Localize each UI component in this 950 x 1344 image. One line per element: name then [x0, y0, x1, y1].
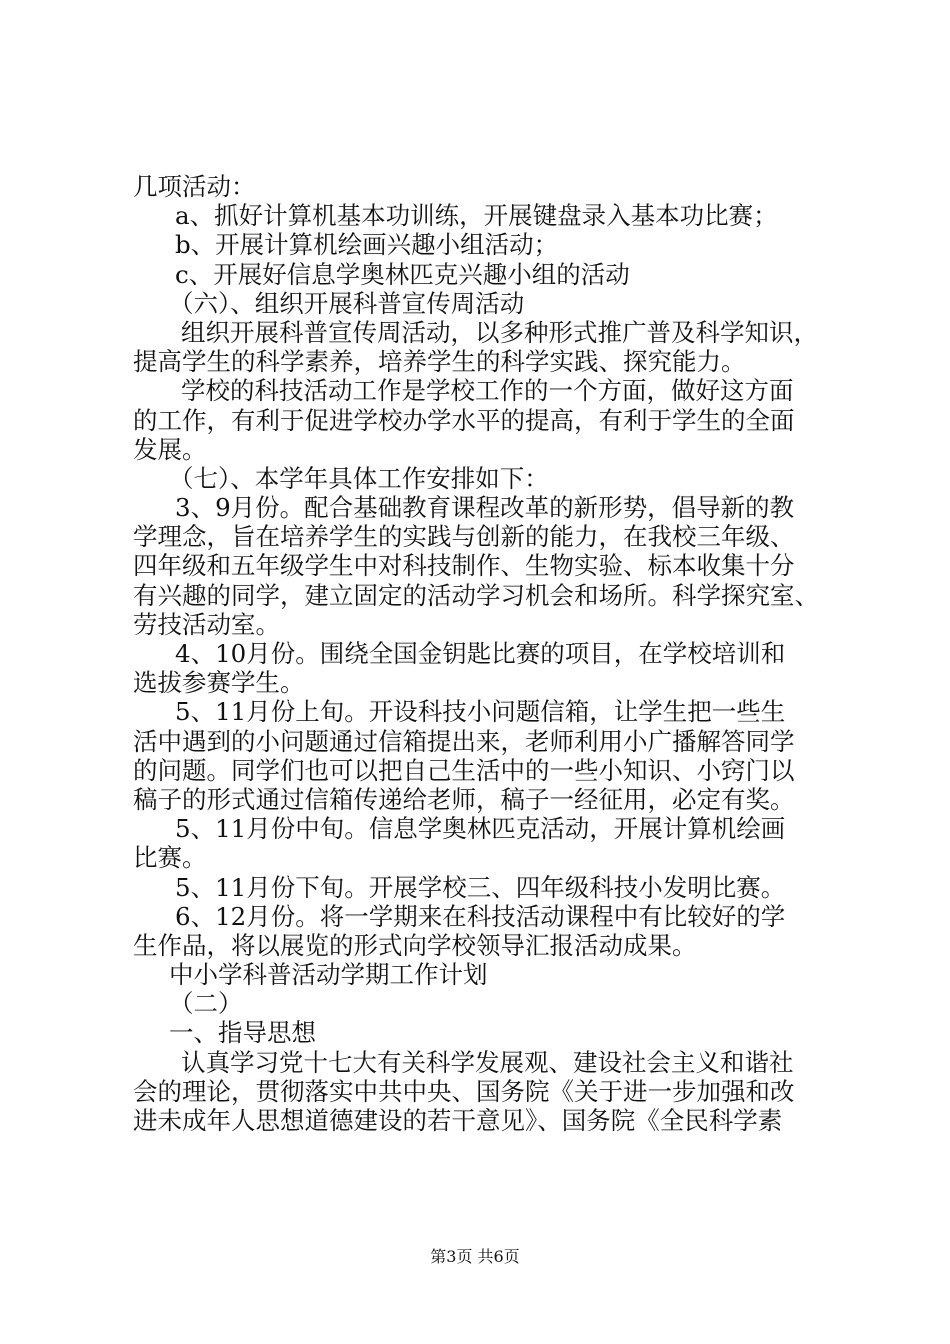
page-number-footer: 第3页 共6页: [430, 1247, 520, 1266]
text-line: a、抓好计算机基本功训练，开展键盘录入基本功比赛；: [175, 201, 778, 231]
text-line: 5、11月份下旬。开展学校三、四年级科技小发明比赛。: [175, 872, 786, 902]
text-line: 进未成年人思想道德建设的若干意见》、国务院《全民科学素: [133, 1106, 783, 1135]
text-line: 四年级和五年级学生中对科技制作、生物实验、标本收集十分: [133, 551, 795, 581]
text-line: （二）: [169, 989, 243, 1019]
document-body: [133, 172, 833, 1135]
text-line: 6、12月份。将一学期来在科技活动课程中有比较好的学: [175, 901, 786, 931]
text-line: 提高学生的科学素养，培养学生的科学实践、探究能力。: [133, 347, 746, 377]
text-line: （七）、本学年具体工作安排如下：: [169, 463, 549, 493]
text-line: 生作品，将以展览的形式向学校领导汇报活动成果。: [133, 930, 697, 960]
text-line: 认真学习党十七大有关科学发展观、建设社会主义和谐社: [181, 1047, 794, 1077]
text-line: 有兴趣的同学，建立固定的活动学习机会和场所。科学探究室、: [133, 580, 819, 610]
text-line: 中小学科普活动学期工作计划: [169, 960, 488, 990]
text-line: 发展。: [133, 434, 207, 464]
text-line: 3、9月份。配合基础教育课程改革的新形势，倡导新的教: [175, 493, 795, 523]
text-line: c、开展好信息学奥林匹克兴趣小组的活动: [175, 259, 630, 289]
text-line: 学校的科技活动工作是学校工作的一个方面，做好这方面: [181, 376, 794, 406]
text-line: 组织开展科普宣传周活动，以多种形式推广普及科学知识，: [181, 317, 818, 347]
text-line: 的问题。同学们也可以把自己生活中的一些小知识、小窍门以: [133, 755, 795, 785]
text-line: b、开展计算机绘画兴趣小组活动；: [175, 230, 559, 260]
text-line: 劳技活动室。: [133, 609, 280, 639]
text-line: 比赛。: [133, 843, 207, 873]
text-line: 4、10月份。围绕全国金钥匙比赛的项目，在学校培训和: [175, 639, 786, 668]
text-line: 活中遇到的小问题通过信箱提出来，老师利用小广播解答同学: [133, 726, 795, 756]
text-line: 稿子的形式通过信箱传递给老师，稿子一经征用，必定有奖。: [133, 784, 795, 814]
text-line: 会的理论，贯彻落实中共中央、国务院《关于进一步加强和改: [133, 1076, 795, 1106]
text-line: 的工作，有利于促进学校办学水平的提高，有利于学生的全面: [133, 405, 795, 435]
text-line: 5、11月份中旬。信息学奥林匹克活动，开展计算机绘画: [175, 814, 786, 844]
text-line: 一、指导思想: [169, 1018, 316, 1048]
text-line: 5、11月份上旬。开设科技小问题信箱，让学生把一些生: [175, 697, 786, 727]
text-line: 选拔参赛学生。: [133, 668, 305, 698]
text-line: （六）、组织开展科普宣传周活动: [169, 288, 525, 318]
text-line: 几项活动：: [133, 172, 256, 201]
text-line: 学理念，旨在培养学生的实践与创新的能力，在我校三年级、: [133, 522, 795, 552]
